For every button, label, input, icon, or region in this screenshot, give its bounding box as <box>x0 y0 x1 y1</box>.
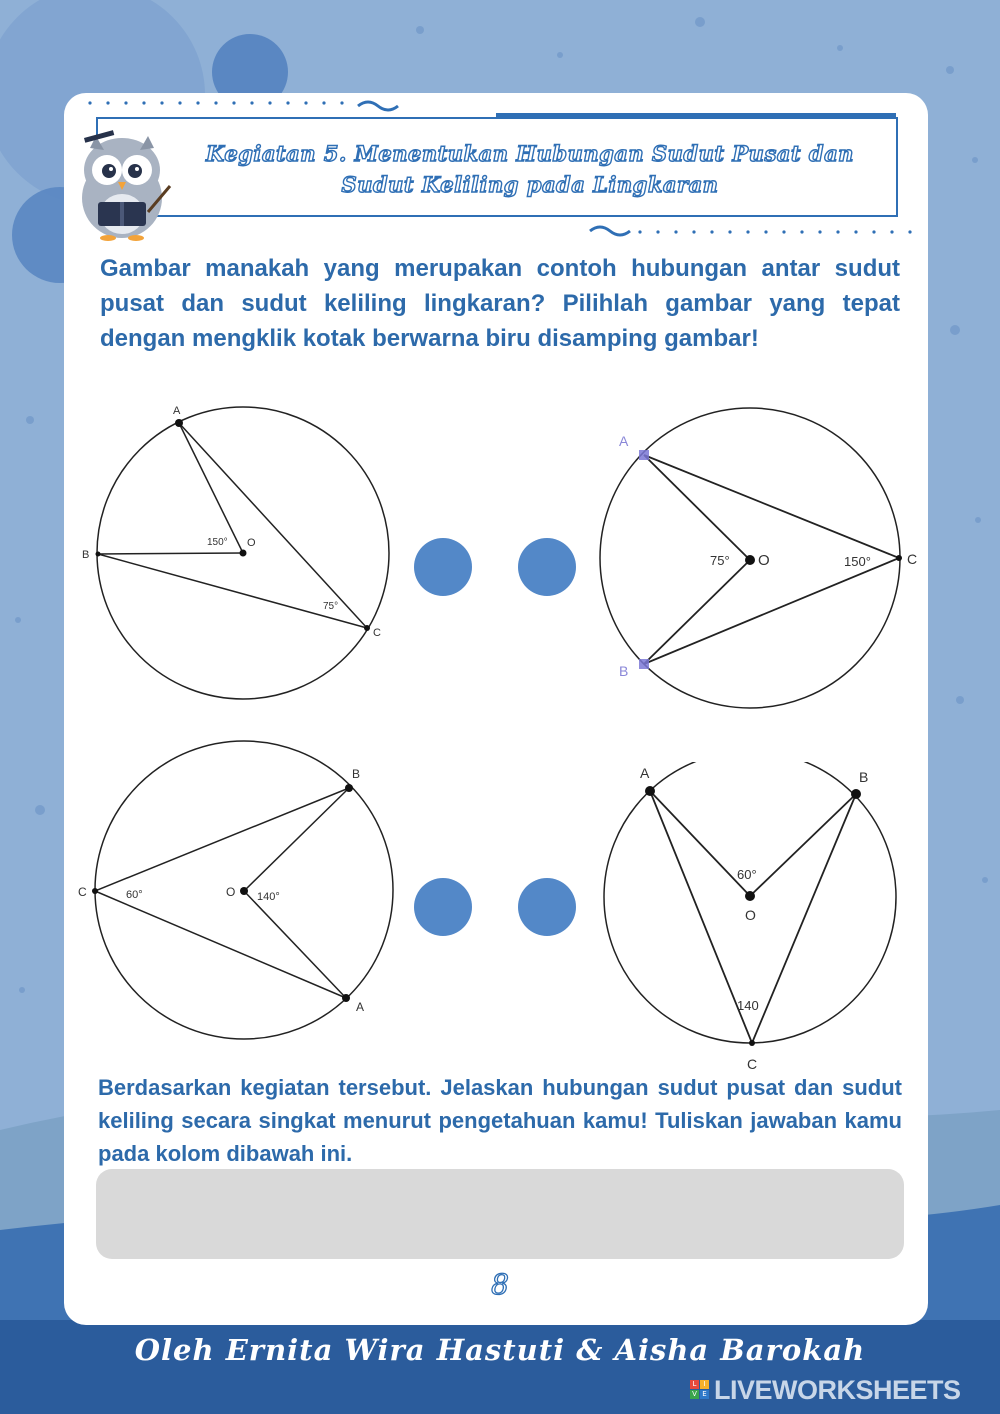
choice-button-figure-1[interactable] <box>414 538 472 596</box>
activity-title <box>150 138 910 200</box>
point-C <box>92 888 98 894</box>
label-C: C <box>747 1056 758 1072</box>
label-O: O <box>247 537 256 549</box>
brand-name: LIVEWORKSHEETS <box>714 1374 961 1405</box>
title-line-2: Sudut Keliling pada Lingkaran <box>341 172 719 197</box>
figure-3-circle-diagram <box>74 740 394 1050</box>
author-credit: Oleh Ernita Wira Hastuti & Aisha Barokah <box>134 1333 866 1367</box>
figure-4-circle-diagram <box>600 762 910 1072</box>
choice-button-figure-3[interactable] <box>414 878 472 936</box>
segment-AO <box>650 791 750 896</box>
central-angle-label: 75° <box>710 553 730 568</box>
segment-AO <box>179 423 243 553</box>
point-A <box>639 450 649 460</box>
central-angle-label: 140° <box>257 891 280 903</box>
segment-BC <box>752 794 856 1043</box>
label-B: B <box>352 767 361 781</box>
segment-CA <box>95 891 346 998</box>
point-B <box>96 552 101 557</box>
segment-CB <box>95 788 349 891</box>
point-O <box>240 887 248 895</box>
point-B <box>345 784 353 792</box>
segment-BO <box>98 553 243 554</box>
label-B: B <box>619 663 629 679</box>
segment-BO <box>750 794 856 896</box>
liveworksheets-brand[interactable] <box>690 1372 990 1408</box>
logo-letter-v: V <box>690 1390 699 1399</box>
label-B: B <box>82 549 90 561</box>
logo-letter-l: L <box>690 1380 699 1389</box>
question-text: Gambar manakah yang merupakan contoh hubungan antar sudut pusat dan sudut keliling lingkaran? Pilihlah gambar yang tepat dengan mengklik kotak berwarna biru disamping gambar! <box>100 255 900 352</box>
point-O <box>240 550 247 557</box>
liveworksheets-logo-icon <box>690 1380 710 1400</box>
label-O: O <box>758 552 770 569</box>
label-O: O <box>745 907 756 923</box>
label-B: B <box>859 769 869 785</box>
point-C <box>896 555 902 561</box>
owl-teacher-icon <box>74 126 174 242</box>
segment-AC <box>179 423 367 628</box>
logo-letter-e: E <box>700 1390 709 1399</box>
point-A <box>175 419 183 427</box>
label-A: A <box>356 1000 365 1014</box>
inscribed-angle-label: 75° <box>323 601 339 612</box>
choice-button-figure-2[interactable] <box>518 538 576 596</box>
logo-letter-i: I <box>700 1380 709 1389</box>
segment-AO <box>644 455 750 560</box>
label-A: A <box>619 433 629 449</box>
label-A: A <box>173 405 181 417</box>
point-A <box>645 786 655 796</box>
point-A <box>342 994 350 1002</box>
point-B <box>851 789 861 799</box>
inscribed-angle-label: 60° <box>126 889 143 901</box>
label-C: C <box>78 885 87 899</box>
segment-AC <box>644 455 899 558</box>
segment-BO <box>244 788 349 891</box>
answer-textarea[interactable] <box>96 1169 904 1259</box>
segment-BO <box>644 560 750 664</box>
segment-BC <box>98 554 367 628</box>
figure-1-circle-diagram <box>78 400 398 705</box>
inscribed-angle-label: 140 <box>737 998 759 1013</box>
point-B <box>639 659 649 669</box>
point-O <box>745 891 755 901</box>
central-angle-label: 60° <box>737 867 757 882</box>
page-number: 8 <box>491 1268 509 1301</box>
inscribed-angle-label: 150° <box>844 554 871 569</box>
label-C: C <box>373 627 381 639</box>
label-C: C <box>907 551 918 567</box>
title-line-1: Kegiatan 5. Menentukan Hubungan Sudut Pusat dan <box>206 141 854 166</box>
choice-button-figure-4[interactable] <box>518 878 576 936</box>
segment-AO <box>244 891 346 998</box>
central-angle-label: 150° <box>207 537 228 548</box>
figure-2-circle-diagram <box>595 400 925 710</box>
point-O <box>745 555 755 565</box>
point-C <box>749 1040 755 1046</box>
explanation-prompt: Berdasarkan kegiatan tersebut. Jelaskan hubungan sudut pusat dan sudut keliling secara singkat menurut pengetahuan kamu! Tuliskan jawaban kamu pada kolom dibawah ini. <box>98 1075 902 1166</box>
label-O: O <box>226 885 236 899</box>
label-A: A <box>640 765 650 781</box>
point-C <box>364 625 370 631</box>
segment-BC <box>644 558 899 664</box>
